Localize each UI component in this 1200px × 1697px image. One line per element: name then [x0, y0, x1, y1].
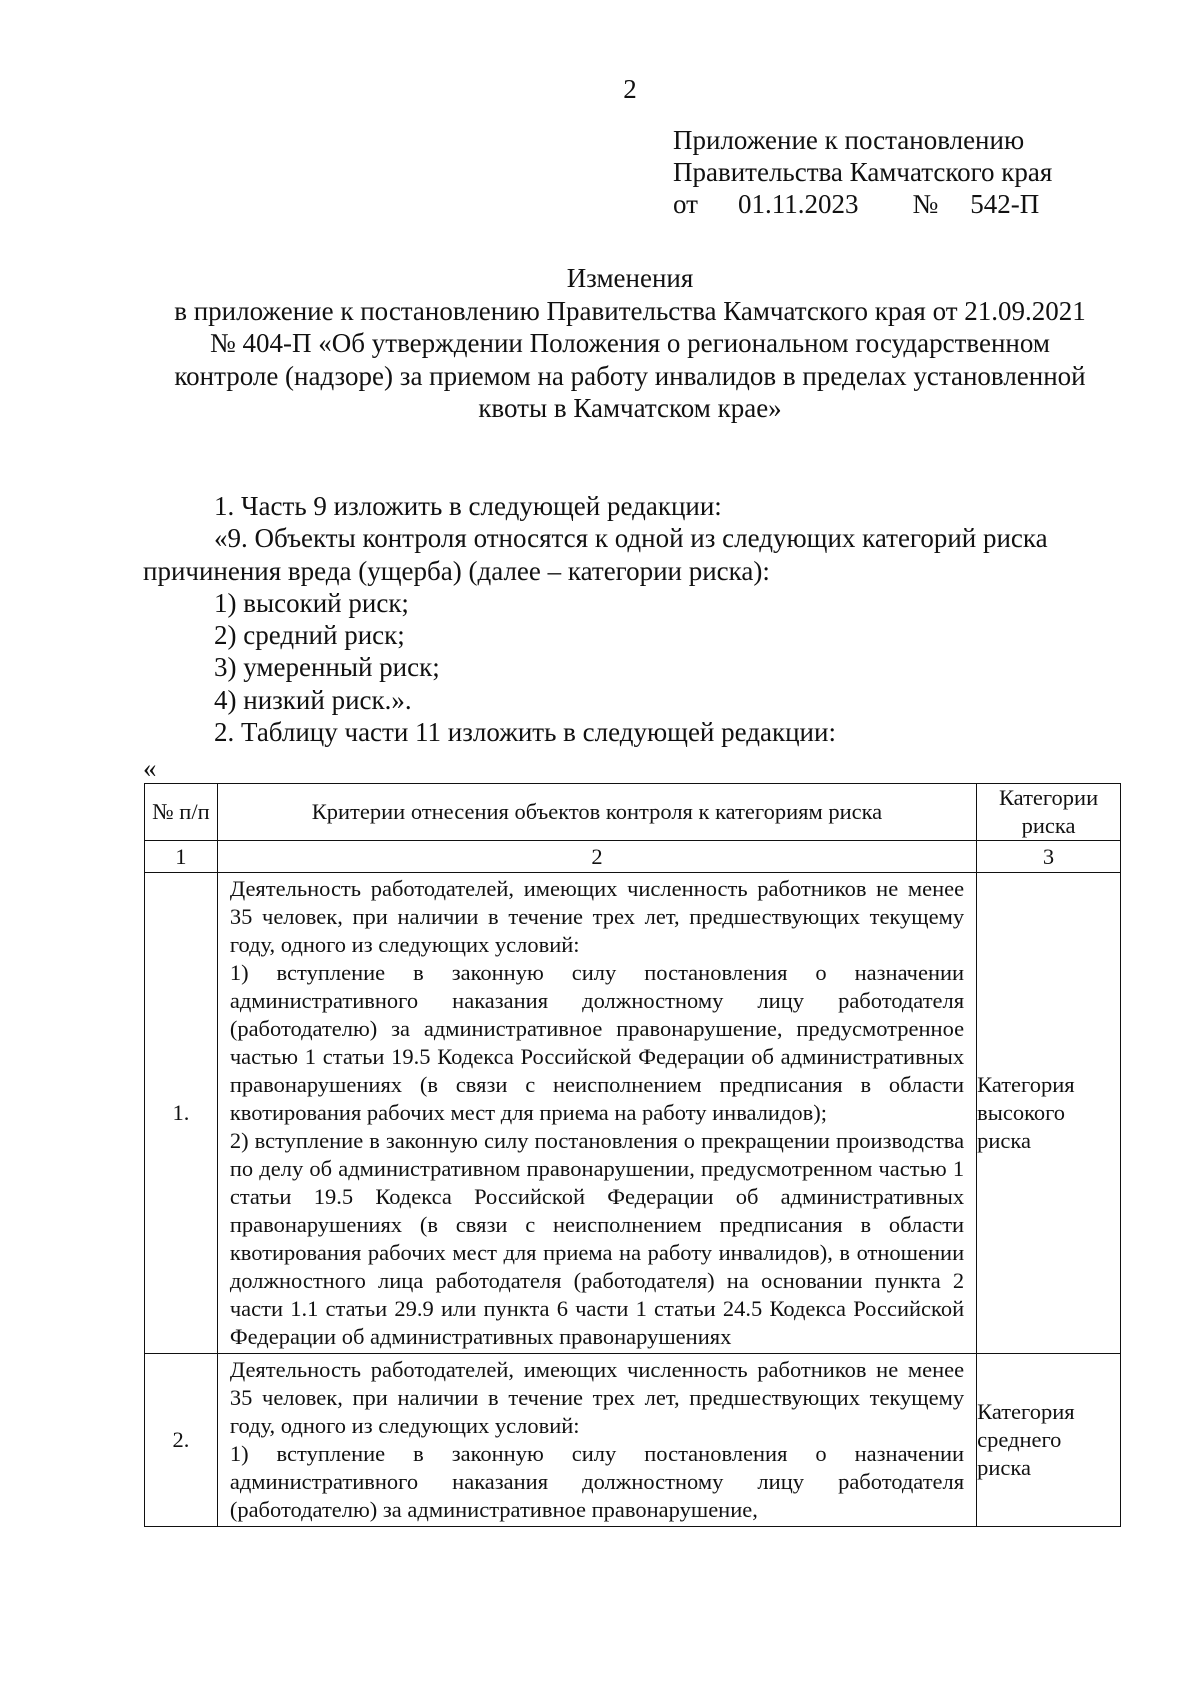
- appendix-date-line: [673, 188, 1052, 220]
- criteria-intro: Деятельность работодателей, имеющих численность работников не менее 35 человек, при наличии в течение трех лет, предшествующих текущему году, одного из следующих условий:: [229, 1357, 965, 1438]
- appendix-line-2: Правительства Камчатского края: [673, 157, 1053, 187]
- criteria-intro: Деятельность работодателей, имеющих численность работников не менее 35 человек, при наличии в течение трех лет, предшествующих текущему году, одного из следующих условий:: [229, 876, 965, 957]
- index-cell: 1: [145, 841, 218, 873]
- table-index-row: [145, 841, 1121, 873]
- paragraph-2: «9. Объекты контроля относятся к одной из следующих категорий риска причинения вреда (ущерба) (далее – категории риска):: [143, 523, 1048, 586]
- header-category: Категории риска: [977, 784, 1121, 841]
- row-number: 1.: [145, 873, 218, 1354]
- body-text: [143, 490, 1103, 748]
- criteria-item-1: 1) вступление в законную силу постановления о назначении административного наказания должностному лицу работодателя (работодателю) за административное правонарушение, предусмотренное частью 1 статьи 19.5 Кодекса Российской Федерации об административных правонарушениях (в связи с неисполнением предписания в области квотирования рабочих мест для приема на работу инвалидов);: [229, 960, 965, 1125]
- open-quote: «: [143, 753, 157, 783]
- list-item-1: 1) высокий риск;: [214, 587, 409, 618]
- list-item-3: 3) умеренный риск;: [214, 652, 440, 683]
- criteria-cell: [217, 873, 976, 1354]
- criteria-cell: [217, 1354, 976, 1527]
- appendix-header: [673, 124, 1052, 220]
- resolution-date: 01.11.2023: [737, 189, 859, 219]
- index-cell: 3: [977, 841, 1121, 873]
- title-line-1: Изменения: [566, 263, 694, 293]
- resolution-number: 542-П: [970, 189, 1040, 219]
- list-item-4: 4) низкий риск.».: [214, 684, 412, 715]
- paragraph-3: 2. Таблицу части 11 изложить в следующей редакции:: [214, 717, 836, 748]
- category-cell: Категория высокого риска: [977, 873, 1121, 1354]
- header-criteria: Критерии отнесения объектов контроля к категориям риска: [217, 784, 976, 841]
- title-line-2: в приложение к постановлению Правительства Камчатского края от 21.09.2021: [174, 295, 1086, 326]
- paragraph-1: 1. Часть 9 изложить в следующей редакции:: [214, 491, 722, 521]
- header-num: № п/п: [145, 784, 218, 841]
- document-title: [140, 262, 1120, 425]
- criteria-table: [144, 783, 1121, 1527]
- criteria-item-1: 1) вступление в законную силу постановления о назначении административного наказания должностному лицу работодателя (работодателю) за административное правонарушение,: [229, 1441, 965, 1522]
- index-cell: 2: [217, 841, 976, 873]
- page-number: 2: [623, 74, 637, 104]
- table-header-row: [145, 784, 1121, 841]
- date-prefix: от: [673, 189, 698, 219]
- title-line-5: квоты в Камчатском крае»: [478, 393, 782, 423]
- list-item-2: 2) средний риск;: [214, 620, 405, 651]
- title-line-3: № 404-П «Об утверждении Положения о региональном государственном: [210, 328, 1050, 358]
- title-line-4: контроле (надзоре) за приемом на работу инвалидов в пределах установленной: [174, 360, 1086, 391]
- table-row: [145, 1354, 1121, 1527]
- row-number: 2.: [145, 1354, 218, 1527]
- number-sign: №: [912, 189, 939, 219]
- criteria-item-2: 2) вступление в законную силу постановления о прекращении производства по делу об административном правонарушении, предусмотренном частью 1 статьи 19.5 Кодекса Российской Федерации об административных правонарушениях (в связи с неисполнением предписания в области квотирования рабочих мест для приема на работу инвалидов), в отношении должностного лица работодателя (работодателя) на основании пункта 2 части 1.1 статьи 29.9 или пункта 6 части 1 статьи 24.5 Кодекса Российской Федерации об административных правонарушениях: [229, 1128, 965, 1349]
- category-cell: Категория среднего риска: [977, 1354, 1121, 1527]
- table-row: [145, 873, 1121, 1354]
- appendix-line-1: Приложение к постановлению: [673, 125, 1025, 155]
